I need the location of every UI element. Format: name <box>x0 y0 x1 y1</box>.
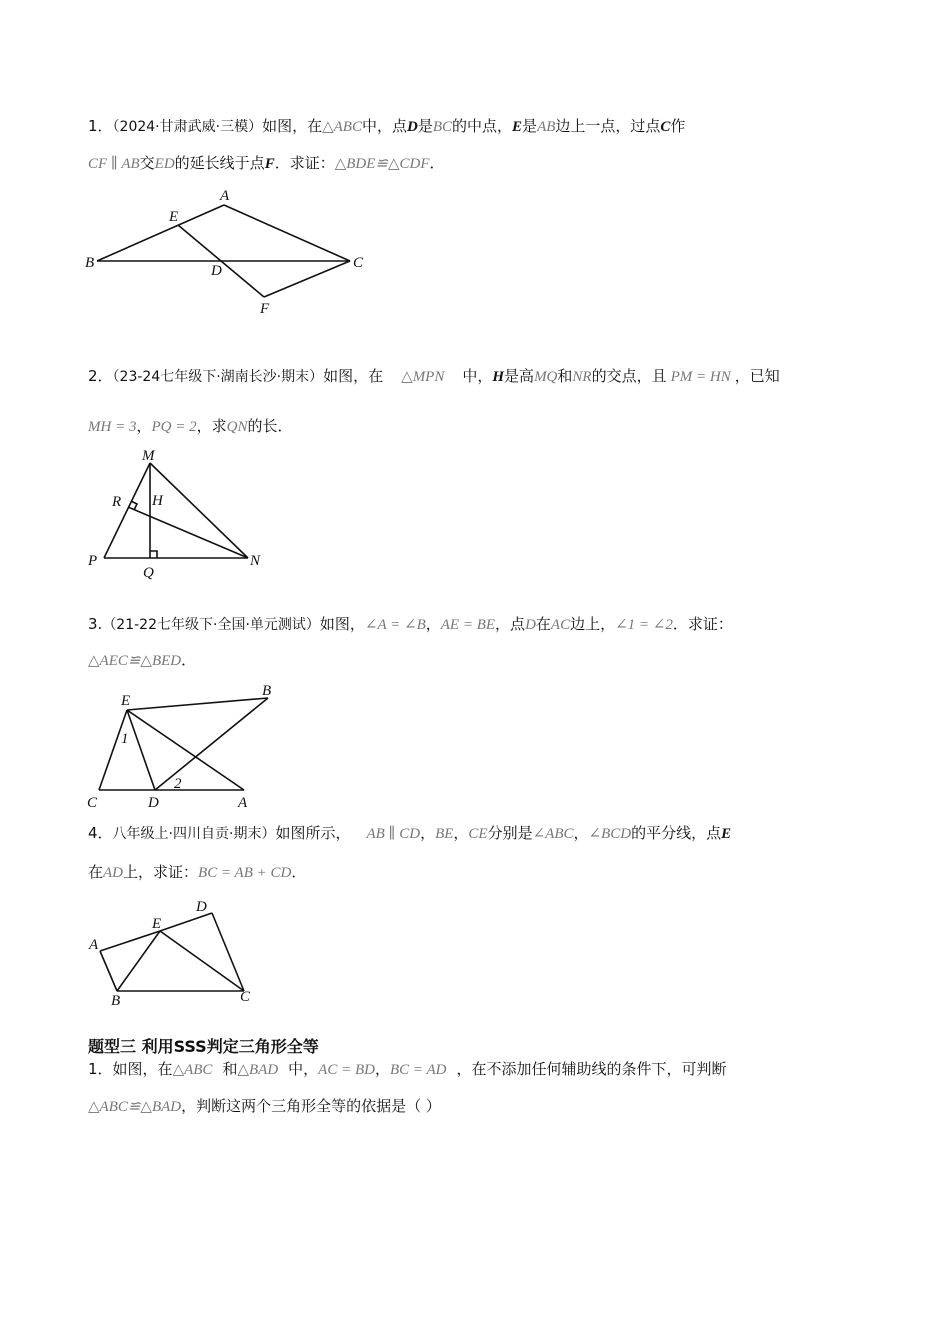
label-N: N <box>250 553 261 569</box>
text: 分别是 <box>487 824 533 842</box>
text: 上，求证： <box>123 863 199 881</box>
segment-EB <box>127 698 268 710</box>
math-expr: QN <box>226 419 248 435</box>
math-expr: D <box>525 617 536 633</box>
text: 中， <box>462 367 493 385</box>
label-D: D <box>196 899 207 915</box>
text: ． <box>181 651 197 669</box>
math-expr: ED <box>154 156 175 172</box>
text: 如图， <box>319 615 365 633</box>
label-B: B <box>262 683 272 699</box>
segment-EC <box>99 710 127 790</box>
label-E: E <box>152 916 162 932</box>
label-C: C <box>353 255 364 271</box>
math-expr: CE <box>468 826 488 842</box>
label-P: P <box>88 553 98 569</box>
math-expr: CF ∥ AB <box>88 156 140 172</box>
label-D: D <box>211 263 222 279</box>
text: 和 <box>222 1060 238 1078</box>
text: ，求 <box>196 417 227 435</box>
problem-source: （23-24七年级下·湖南长沙·期末） <box>112 369 324 385</box>
problem-2-line-2 <box>88 416 292 437</box>
label-F: F <box>260 301 270 317</box>
label-E: E <box>121 693 131 709</box>
math-expr: △AEC≌△BED <box>88 653 182 669</box>
math-expr: AE = BE <box>440 617 496 633</box>
text: ，点 <box>495 615 526 633</box>
segment-MP <box>104 463 150 558</box>
problem-4-line-2 <box>88 862 306 883</box>
problem-3-line-1 <box>88 614 733 635</box>
problem-1-line-1 <box>88 116 685 137</box>
text: 的中点， <box>452 117 513 135</box>
text: 是 <box>417 117 433 135</box>
segment-AC <box>224 205 350 261</box>
label-M: M <box>142 448 155 464</box>
text: 如图，在 <box>262 117 323 135</box>
text: 的延长线于点 <box>174 154 265 172</box>
problem-3-line-2 <box>88 650 196 671</box>
segment-ED <box>160 913 212 931</box>
text: 的平分线，点 <box>631 824 722 842</box>
math-expr: ∠1 = ∠2 <box>615 617 673 633</box>
text: 如图，在 <box>323 367 384 385</box>
figure-4 <box>80 893 280 1013</box>
math-expr: △BDE≌△CDF <box>334 156 430 172</box>
text: 如图，在 <box>112 1060 173 1078</box>
math-expr: PQ = 2 <box>151 419 197 435</box>
text: 和 <box>557 367 573 385</box>
math-var: C <box>660 119 671 135</box>
text: 在 <box>535 615 551 633</box>
text: ． <box>429 154 445 172</box>
label-E: E <box>169 209 179 225</box>
segment-AE <box>100 931 160 951</box>
math-expr: MQ <box>534 369 558 385</box>
text: ．求证： <box>672 615 733 633</box>
math-expr: AC <box>550 617 571 633</box>
math-expr: MH = 3 <box>88 419 137 435</box>
problem-number: 2． <box>88 367 113 385</box>
math-expr: AB <box>537 119 556 135</box>
text: ．求证： <box>274 154 335 172</box>
label-angle-2: 2 <box>174 776 182 792</box>
problem-4-line-1 <box>88 823 731 844</box>
math-expr: ∠A = ∠B <box>364 617 426 633</box>
text: 中，点 <box>361 117 407 135</box>
label-A: A <box>89 937 99 953</box>
text: ， <box>136 417 152 435</box>
math-expr: △ABC <box>322 119 362 135</box>
segment-AB <box>100 951 117 991</box>
text: ， <box>420 824 436 842</box>
math-var: F <box>264 156 275 172</box>
problem-source: 八年级上·四川自贡·期末） <box>112 826 276 842</box>
problem-number: 3. <box>88 615 103 633</box>
math-var: E <box>512 119 523 135</box>
label-D: D <box>148 795 159 811</box>
label-H: H <box>152 493 163 509</box>
math-expr: PM = HN <box>670 369 731 385</box>
figure-2 <box>80 445 280 585</box>
text: ， <box>573 824 589 842</box>
math-expr: BC = AB + CD <box>198 865 292 881</box>
text: 作 <box>670 117 686 135</box>
segment-ED <box>127 710 155 790</box>
math-expr: BE <box>435 826 454 842</box>
figure-1 <box>80 185 380 320</box>
label-C: C <box>240 989 251 1005</box>
problem-2-line-1 <box>88 366 780 387</box>
segment-EB <box>117 931 160 991</box>
text: 边上， <box>570 615 616 633</box>
math-expr: BC = AD <box>389 1062 447 1078</box>
text: ，在不添加任何辅助线的条件下，可判断 <box>456 1060 727 1078</box>
segment-RN-altitude <box>128 507 248 558</box>
label-B: B <box>111 993 121 1009</box>
segment-EA <box>127 710 244 790</box>
text: ， <box>374 1060 390 1078</box>
math-var: H <box>492 369 505 385</box>
text: 在 <box>88 863 104 881</box>
label-angle-1: 1 <box>121 731 129 747</box>
problem-source: （2024·甘肃武威·三模） <box>112 119 263 135</box>
label-A: A <box>220 188 230 204</box>
label-C: C <box>87 795 98 811</box>
text: 是 <box>522 117 538 135</box>
right-angle-Q <box>150 551 157 558</box>
math-expr: △BAD <box>237 1062 279 1078</box>
section-problem-1-line-2 <box>88 1096 441 1117</box>
math-expr: AC = BD <box>318 1062 375 1078</box>
text: 的交点，且 <box>591 367 667 385</box>
label-Q: Q <box>143 565 154 581</box>
problem-1-line-2 <box>88 153 445 174</box>
math-expr: AB ∥ CD <box>366 826 421 842</box>
text: 交 <box>139 154 155 172</box>
segment-BD <box>155 698 268 790</box>
math-expr: △ABC≌△BAD <box>88 1099 182 1115</box>
text: ，已知 <box>734 367 780 385</box>
math-var: E <box>721 826 732 842</box>
segment-BA <box>97 205 224 261</box>
text: ，判断这两个三角形全等的依据是（ ） <box>181 1097 441 1115</box>
label-A: A <box>238 795 248 811</box>
problem-number: 1． <box>88 117 113 135</box>
text: ， <box>453 824 469 842</box>
problem-number: 4． <box>88 824 113 842</box>
figure-3 <box>80 680 300 812</box>
section-heading: 题型三 利用SSS判定三角形全等 <box>88 1037 319 1056</box>
segment-FC <box>264 261 350 297</box>
math-expr: NR <box>572 369 592 385</box>
label-R: R <box>112 494 122 510</box>
math-expr: ∠ABC <box>532 826 574 842</box>
problem-number: 1． <box>88 1060 113 1078</box>
segment-MN <box>150 463 248 558</box>
problem-source: （21-22七年级下·全国·单元测试） <box>102 617 320 633</box>
label-B: B <box>85 255 95 271</box>
section-problem-1-line-1 <box>88 1059 727 1080</box>
text: ， <box>425 615 441 633</box>
text: 边上一点，过点 <box>555 117 661 135</box>
text: 是高 <box>504 367 535 385</box>
text: 的长． <box>247 417 293 435</box>
text: ． <box>291 863 307 881</box>
math-expr: BC <box>432 119 453 135</box>
text: 中， <box>288 1060 319 1078</box>
text: 如图所示， <box>275 824 351 842</box>
math-expr: △MPN <box>401 369 445 385</box>
math-expr: △ABC <box>172 1062 213 1078</box>
math-expr: ∠BCD <box>588 826 632 842</box>
math-var: D <box>406 119 418 135</box>
math-expr: AD <box>103 865 124 881</box>
